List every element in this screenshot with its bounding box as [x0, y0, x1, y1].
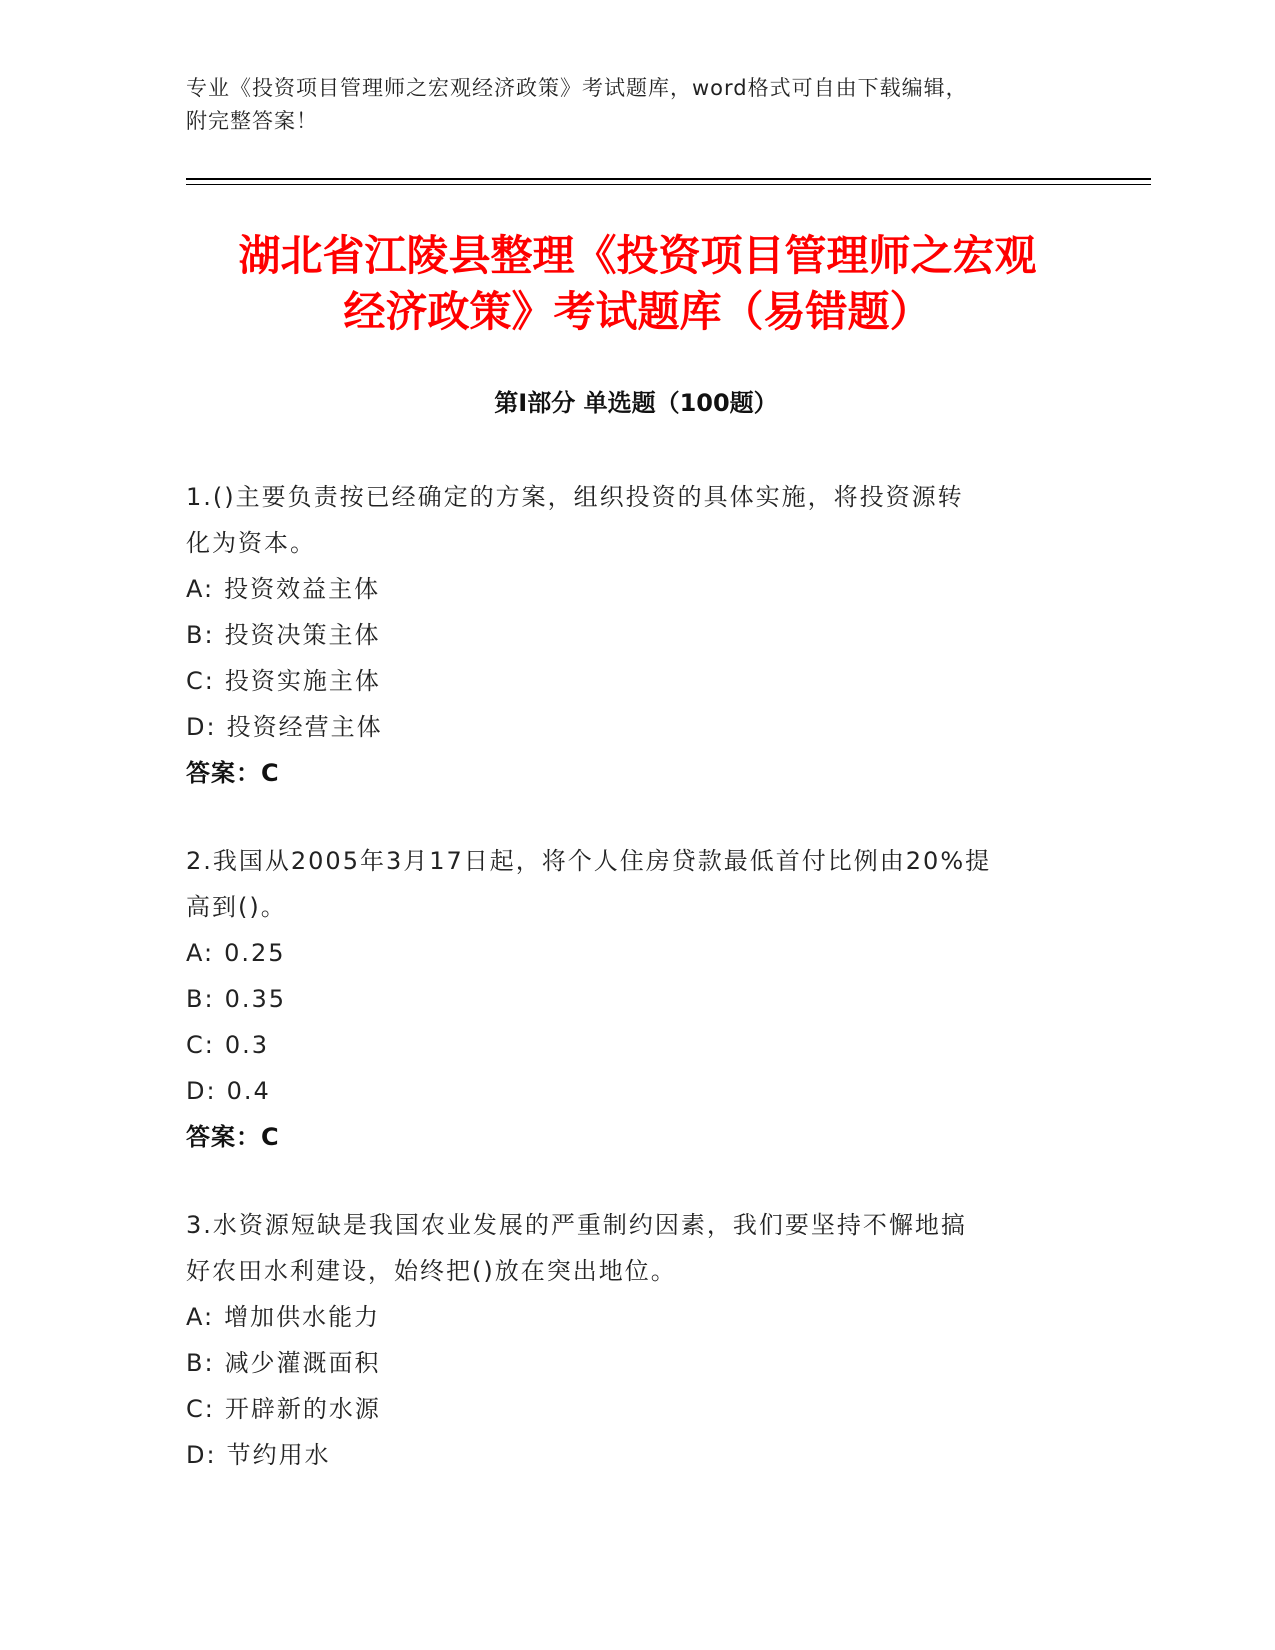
- answer: 答案：C: [186, 1123, 280, 1151]
- option-letter: A:: [186, 575, 215, 603]
- question-stem-line: 好农田水利建设，始终把()放在突出地位。: [186, 1257, 677, 1285]
- option-text: 增加供水能力: [224, 1303, 381, 1331]
- question-stem-line: 1.()主要负责按已经确定的方案，组织投资的具体实施，将投资源转: [186, 483, 964, 511]
- question-stem: [186, 474, 1086, 566]
- question-list: [186, 474, 1086, 1520]
- question-stem-line: 化为资本。: [186, 529, 316, 557]
- option-letter: B:: [186, 985, 215, 1013]
- option-text: 投资经营主体: [226, 713, 383, 741]
- option-letter: B:: [186, 1349, 215, 1377]
- option-letter: D:: [186, 713, 217, 741]
- option-letter: D:: [186, 1077, 217, 1105]
- option-letter: A:: [186, 1303, 215, 1331]
- option-d: [186, 704, 1086, 750]
- option-a: [186, 930, 1086, 976]
- option-text: 投资决策主体: [224, 621, 381, 649]
- option-letter: C:: [186, 1395, 215, 1423]
- header-note-line-1: 专业《投资项目管理师之宏观经济政策》考试题库，word格式可自由下载编辑，: [186, 76, 968, 100]
- option-b: [186, 1340, 1086, 1386]
- option-text: 0.4: [226, 1077, 271, 1105]
- header-note: [186, 72, 1086, 138]
- question-stem-line: 2.我国从2005年3月17日起，将个人住房贷款最低首付比例由20%提: [186, 847, 992, 875]
- option-d: [186, 1432, 1086, 1478]
- option-b: [186, 612, 1086, 658]
- option-text: 开辟新的水源: [224, 1395, 381, 1423]
- option-text: 减少灌溉面积: [224, 1349, 381, 1377]
- option-text: 0.25: [224, 939, 286, 967]
- option-text: 节约用水: [226, 1441, 331, 1469]
- option-letter: D:: [186, 1441, 217, 1469]
- header-note-line-2: 附完整答案！: [186, 109, 318, 133]
- answer: 答案：C: [186, 759, 280, 787]
- document-title-line-2: 经济政策》考试题库（易错题）: [343, 287, 932, 336]
- option-letter: C:: [186, 667, 215, 695]
- header-divider-thin: [186, 184, 1151, 185]
- option-c: [186, 1386, 1086, 1432]
- question-2: [186, 838, 1086, 1160]
- option-text: 投资实施主体: [224, 667, 381, 695]
- section-title: 第Ⅰ部分 单选题（100题）: [494, 389, 778, 417]
- option-b: [186, 976, 1086, 1022]
- option-c: [186, 658, 1086, 704]
- question-3: [186, 1202, 1086, 1478]
- option-text: 0.3: [224, 1031, 270, 1059]
- document-title-line-1: 湖北省江陵县整理《投资项目管理师之宏观: [238, 231, 1037, 280]
- document-title: [150, 228, 1125, 340]
- option-c: [186, 1022, 1086, 1068]
- question-stem: [186, 838, 1086, 930]
- option-text: 0.35: [224, 985, 286, 1013]
- question-1: [186, 474, 1086, 796]
- option-a: [186, 566, 1086, 612]
- option-letter: B:: [186, 621, 215, 649]
- option-text: 投资效益主体: [224, 575, 381, 603]
- question-stem-line: 高到()。: [186, 893, 287, 921]
- question-stem-line: 3.水资源短缺是我国农业发展的严重制约因素，我们要坚持不懈地搞: [186, 1211, 967, 1239]
- option-letter: C:: [186, 1031, 215, 1059]
- option-a: [186, 1294, 1086, 1340]
- option-letter: A:: [186, 939, 215, 967]
- header-divider-thick: [186, 178, 1151, 180]
- question-stem: [186, 1202, 1086, 1294]
- option-d: [186, 1068, 1086, 1114]
